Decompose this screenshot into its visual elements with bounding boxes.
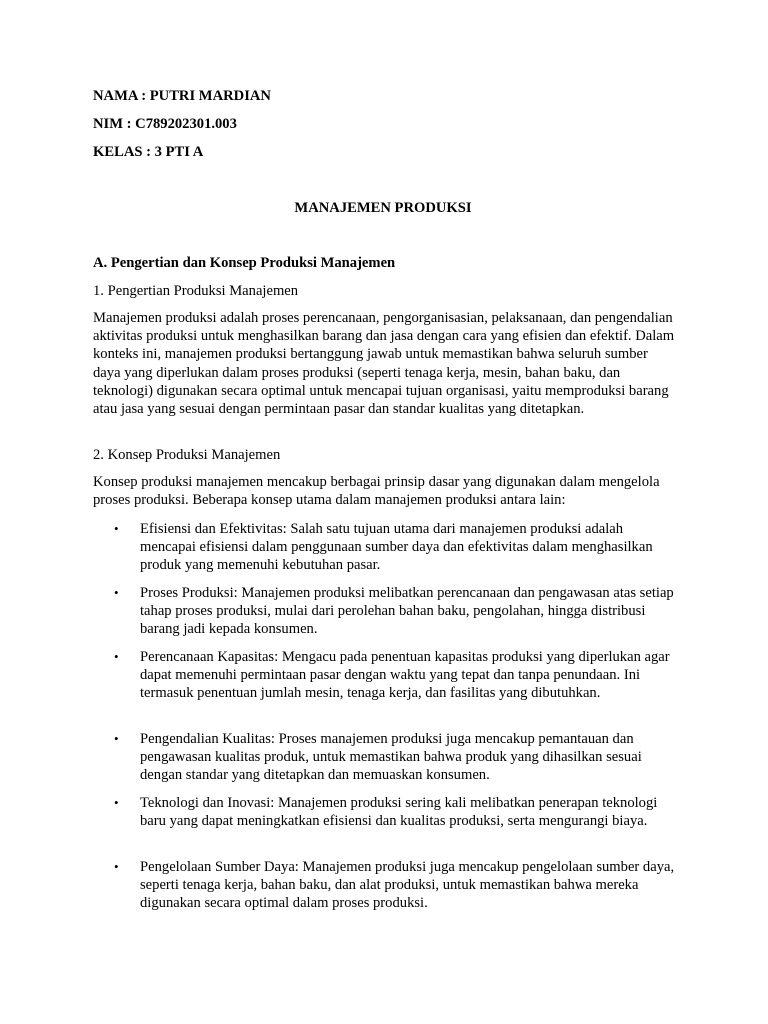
bullet-icon: • — [114, 585, 119, 600]
subsection-2-paragraph: Konsep produksi manajemen mencakup berbagai prinsip dasar yang digunakan dalam mengelola proses produksi. Beberapa konsep utama dalam manajemen produksi antara lain: — [93, 474, 660, 509]
section-a-heading: A. Pengertian dan Konsep Produksi Manajemen — [93, 255, 396, 271]
subsection-1-paragraph: Manajemen produksi adalah proses perencanaan, pengorganisasian, pelaksanaan, dan pengendalian aktivitas produksi untuk menghasilkan barang dan jasa dengan cara yang efisien dan efektif. Dalam konteks ini, manajemen produksi bertanggung jawab untuk memastikan bahwa seluruh sumber daya yang diperlukan dalam proses produksi (seperti tenaga kerja, mesin, bahan baku, dan teknologi) digunakan secara optimal untuk mencapai tujuan organisasi, yaitu memproduksi barang atau jasa yang sesuai dengan permintaan pasar dan standar kualitas yang ditetapkan. — [93, 310, 675, 418]
student-class: KELAS : 3 PTI A — [93, 144, 204, 160]
student-name: NAMA : PUTRI MARDIAN — [93, 88, 271, 104]
bullet-icon: • — [114, 795, 119, 810]
list-item-text: Teknologi dan Inovasi: Manajemen produksi sering kali melibatkan penerapan teknologi baru yang dapat meningkatkan efisiensi dan kualitas produksi, serta mengurangi biaya. — [140, 795, 658, 830]
bullet-icon: • — [114, 521, 119, 536]
list-item-text: Proses Produksi: Manajemen produksi melibatkan perencanaan dan pengawasan atas setiap tahap proses produksi, mulai dari perolehan bahan baku, pengolahan, hingga distribusi barang jadi kepada konsumen. — [140, 585, 674, 638]
bullet-icon: • — [114, 649, 119, 664]
list-item-text: Pengelolaan Sumber Daya: Manajemen produksi juga mencakup pengelolaan sumber daya, seperti tenaga kerja, bahan baku, dan alat produksi, untuk memastikan bahwa mereka digunakan secara optimal dalam proses produksi. — [140, 859, 675, 912]
list-item-text: Perencanaan Kapasitas: Mengacu pada penentuan kapasitas produksi yang diperlukan agar dapat memenuhi permintaan pasar dengan waktu yang tepat dan tanpa penundaan. Ini termasuk penentuan jumlah mesin, tenaga kerja, dan fasilitas yang dibutuhkan. — [140, 649, 670, 702]
bullet-icon: • — [114, 731, 119, 746]
student-nim: NIM : C789202301.003 — [93, 116, 237, 132]
document-title: MANAJEMEN PRODUKSI — [294, 200, 472, 216]
list-item-text: Pengendalian Kualitas: Proses manajemen produksi juga mencakup pemantauan dan pengawasan kualitas produk, untuk memastikan bahwa produk yang dihasilkan sesuai dengan standar yang ditetapkan dan memuaskan konsumen. — [140, 731, 642, 784]
subsection-1-heading: 1. Pengertian Produksi Manajemen — [93, 283, 299, 299]
list-item-text: Efisiensi dan Efektivitas: Salah satu tujuan utama dari manajemen produksi adalah mencapai efisiensi dalam penggunaan sumber daya dan efektivitas dalam menghasilkan produk yang memenuhi kebutuhan pasar. — [140, 521, 653, 574]
subsection-2-heading: 2. Konsep Produksi Manajemen — [93, 447, 281, 463]
bullet-icon: • — [114, 859, 119, 874]
